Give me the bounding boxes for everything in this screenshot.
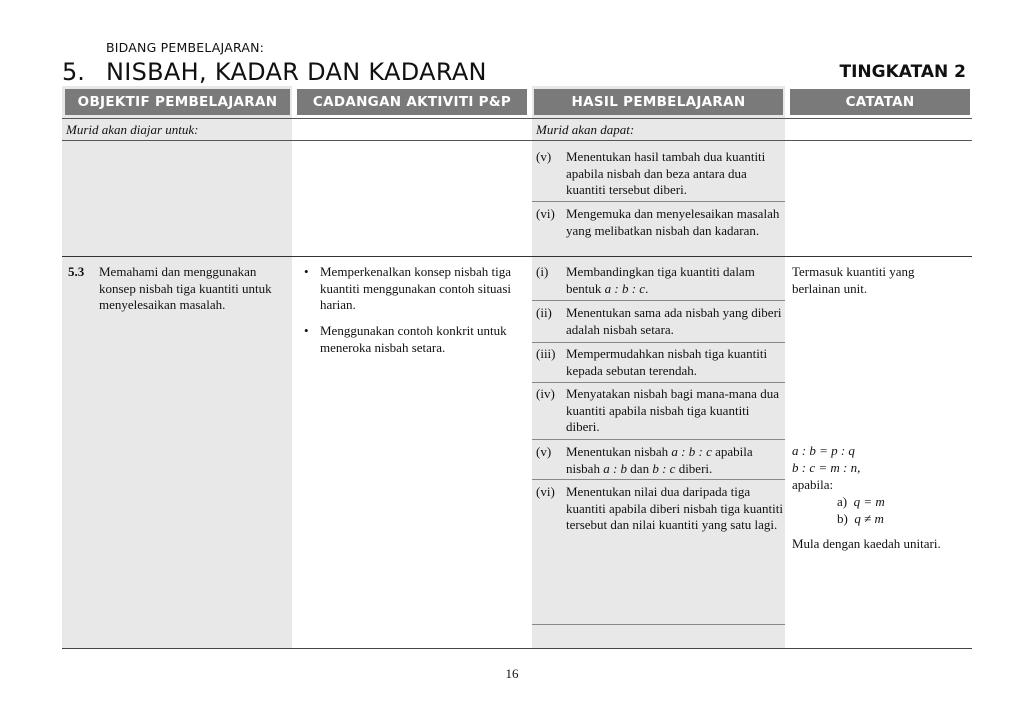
header-objektif: OBJEKTIF PEMBELAJARAN: [65, 89, 290, 115]
column-catatan-bg: [788, 86, 972, 648]
section-divider: [62, 256, 972, 257]
outcome-prev-v: (v) Menentukan hasil tambah dua kuantiti apabila nisbah dan beza antara dua kuantiti tersebut diberi.: [536, 149, 766, 197]
header-aktiviti: CADANGAN AKTIVITI P&P: [297, 89, 527, 115]
chapter-number: 5.: [62, 58, 85, 86]
activity-item: • Menggunakan contoh konkrit untuk meneroka nisbah setara.: [304, 323, 507, 355]
page-number: 16: [505, 666, 519, 681]
outcome-prev-vi: (vi) Mengemuka dan menyelesaikan masalah yang melibatkan nisbah dan kadaran.: [536, 206, 780, 238]
chapter-title: NISBAH, KADAR DAN KADARAN: [106, 58, 487, 86]
activity-item: • Memperkenalkan konsep nisbah tiga kuantiti menggunakan contoh situasi harian.: [304, 264, 511, 312]
outcome-divider: [532, 300, 785, 301]
objective-number: 5.3: [68, 264, 85, 279]
outcome-vi: (vi) Menentukan nilai dua daripada tiga kuantiti apabila diberi nisbah tiga kuantiti tersebut dan nilai kuantiti yang satu lagi.: [536, 484, 783, 532]
sub-hasil: Murid akan dapat:: [536, 122, 635, 137]
outcome-ii: (ii) Menentukan sama ada nisbah yang diberi adalah nisbah setara.: [536, 305, 782, 337]
note-units: Termasuk kuantiti yang berlainan unit.: [792, 264, 915, 296]
note-unitary: Mula dengan kaedah unitari.: [792, 536, 941, 551]
form-level: TINGKATAN 2: [839, 62, 966, 82]
column-aktiviti-bg: [295, 86, 529, 648]
outcome-iv: (iv) Menyatakan nisbah bagi mana-mana dua kuantiti apabila nisbah tiga kuantiti diberi.: [536, 386, 779, 434]
outcome-iii: (iii) Mempermudahkan nisbah tiga kuantiti kepada sebutan terendah.: [536, 346, 768, 378]
note-equation-1: a : b = p : q: [792, 443, 855, 458]
column-objektif-bg: [62, 86, 292, 648]
outcome-i: (i) Membandingkan tiga kuantiti dalam bentuk a : b : c.: [536, 264, 755, 296]
outcome-divider: [532, 382, 785, 383]
outcome-divider: [532, 439, 785, 440]
outcome-divider: [532, 342, 785, 343]
note-case-b: b) q ≠ m: [837, 511, 884, 526]
bullet-icon: •: [304, 264, 309, 279]
header-divider: [62, 118, 972, 119]
learning-area-label: BIDANG PEMBELAJARAN:: [106, 40, 265, 55]
outcome-divider: [532, 624, 785, 625]
objective-text: Memahami dan menggunakan konsep nisbah tiga kuantiti untuk menyelesaikan masalah.: [99, 264, 272, 312]
note-apabila: apabila:: [792, 477, 834, 492]
syllabus-table: [62, 86, 972, 648]
outcome-divider: [532, 201, 785, 202]
note-case-a: a) q = m: [837, 494, 885, 509]
outcome-v: (v) Menentukan nisbah a : b : c apabila nisbah a : b dan b : c diberi.: [536, 444, 753, 476]
note-equation-2: b : c = m : n,: [792, 460, 861, 475]
header-catatan: CATATAN: [790, 89, 970, 115]
header-hasil: HASIL PEMBELAJARAN: [534, 89, 783, 115]
sub-objektif: Murid akan diajar untuk:: [66, 122, 199, 137]
bullet-icon: •: [304, 323, 309, 338]
table-bottom-border: [62, 648, 972, 649]
subheader-divider: [62, 140, 972, 141]
outcome-divider: [532, 479, 785, 480]
